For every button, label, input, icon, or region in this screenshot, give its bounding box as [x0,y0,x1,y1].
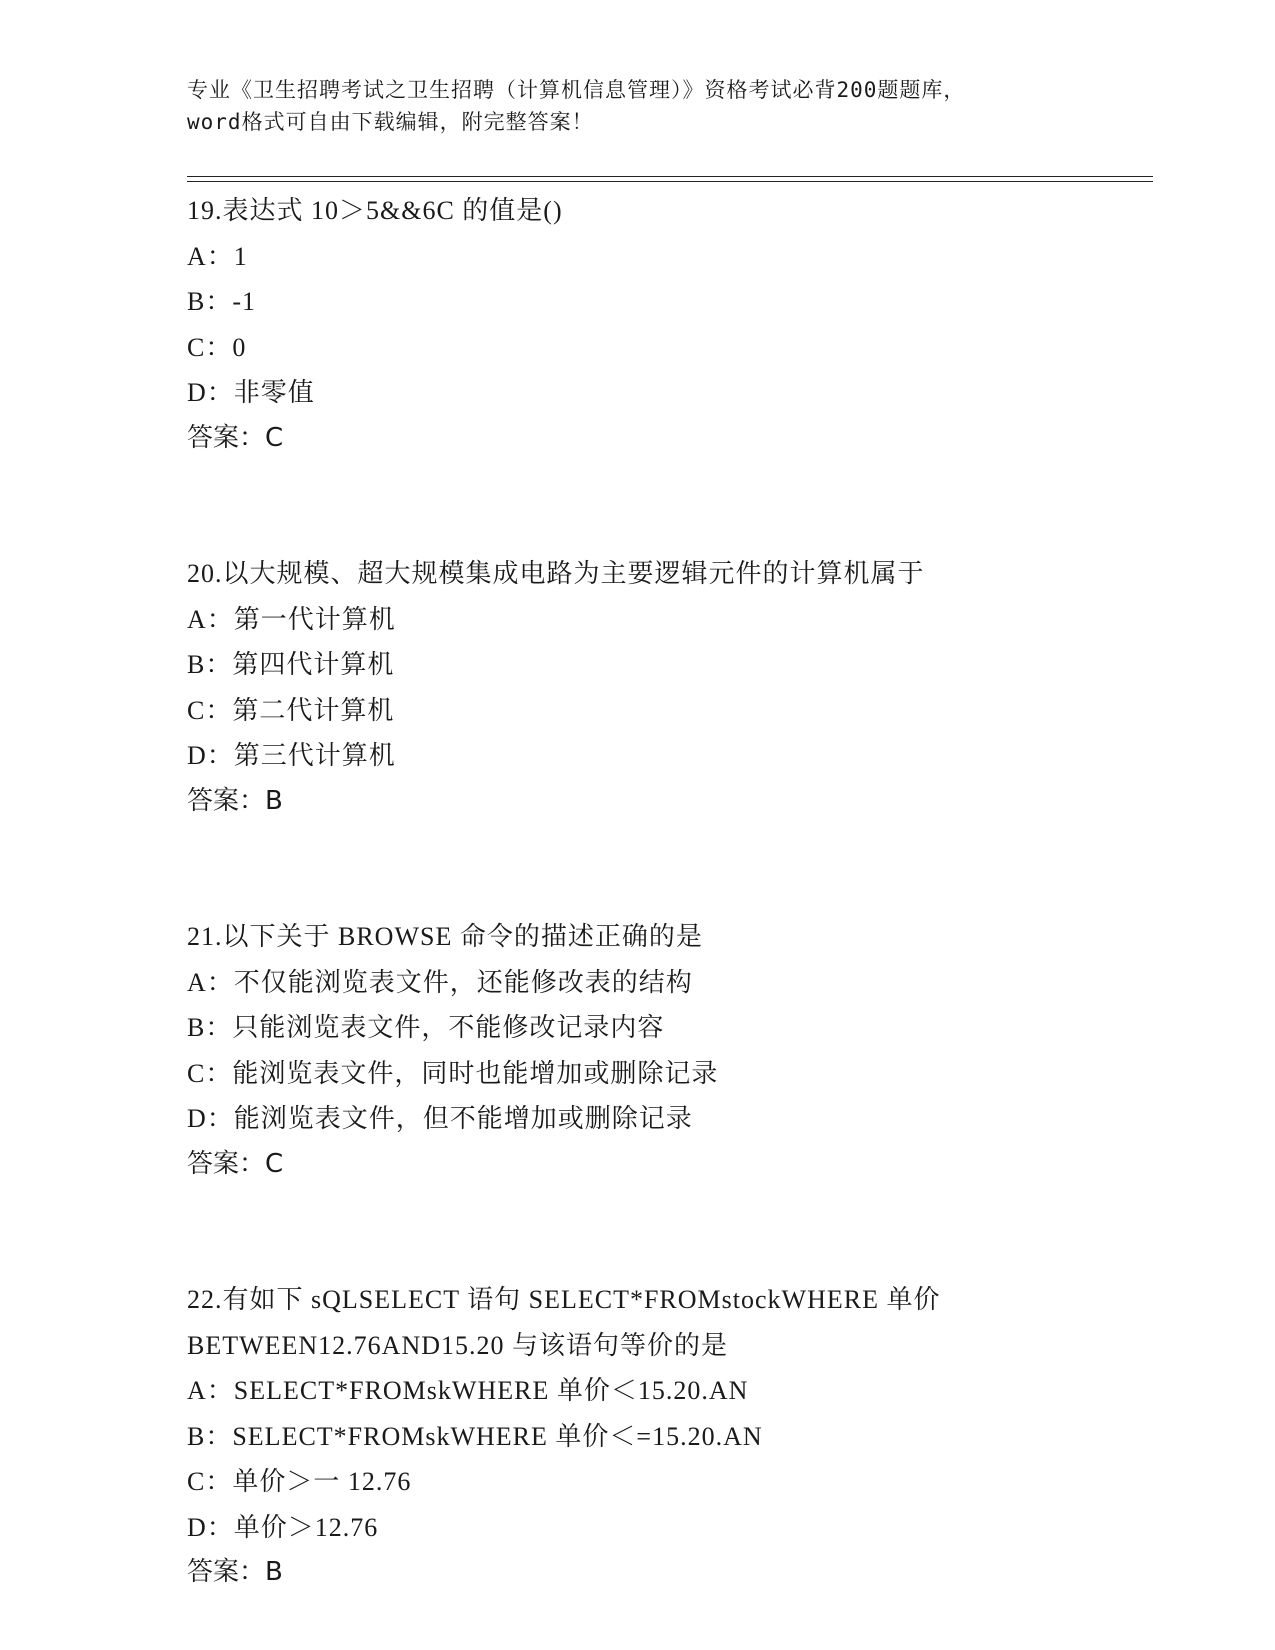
answer-option: A：1 [187,241,248,271]
answer-option: B：只能浏览表文件，不能修改记录内容 [187,1013,665,1042]
answer-option: C：单价＞一 12.76 [187,1467,412,1496]
answer-option: C：能浏览表文件，同时也能增加或删除记录 [187,1058,719,1088]
header-line-1: 专业《卫生招聘考试之卫生招聘（计算机信息管理）》资格考试必背200题题库， [187,78,966,102]
answer-option: B：-1 [187,287,257,316]
answer-option: D：单价＞12.76 [187,1512,379,1542]
answer-option: D：非零值 [187,378,315,407]
answer-option: C：第二代计算机 [187,695,395,725]
question-block [187,1277,1167,1596]
question-spacer [187,1187,1167,1277]
question-block [187,914,1167,1187]
answer-key: 答案：C [187,422,284,453]
answer-key: 答案：B [187,1557,283,1587]
answer-option: D：第三代计算机 [187,741,396,770]
answer-option: A：不仅能浏览表文件，还能修改表的结构 [187,967,693,997]
question-stem: 21.以下关于 BROWSE 命令的描述正确的是 [187,922,703,951]
answer-key: 答案：B [187,785,283,816]
question-spacer [187,461,1167,551]
question-spacer [187,824,1167,914]
question-stem: 19.表达式 10＞5&&6C 的值是() [187,196,563,225]
answer-option: A：第一代计算机 [187,604,396,634]
header-line-2: word格式可自由下载编辑，附完整答案！ [187,110,594,134]
answer-option: B：SELECT*FROMskWHERE 单价＜=15.20.AN [187,1421,763,1451]
question-list [187,188,1167,1596]
answer-option: D：能浏览表文件，但不能增加或删除记录 [187,1104,693,1133]
answer-option: C：0 [187,332,247,362]
answer-key: 答案：C [187,1148,284,1179]
question-block [187,551,1167,824]
answer-option: A：SELECT*FROMskWHERE 单价＜15.20.AN [187,1376,749,1405]
question-stem: BETWEEN12.76AND15.20 与该语句等价的是 [187,1330,729,1360]
question-block [187,188,1167,461]
header-divider-top [187,176,1153,177]
header-divider-bottom [187,181,1153,182]
question-stem: 22.有如下 sQLSELECT 语句 SELECT*FROMstockWHERE 单价 [187,1285,941,1314]
document-header [187,74,1087,138]
question-stem: 20.以大规模、超大规模集成电路为主要逻辑元件的计算机属于 [187,559,925,588]
answer-option: B：第四代计算机 [187,650,395,679]
